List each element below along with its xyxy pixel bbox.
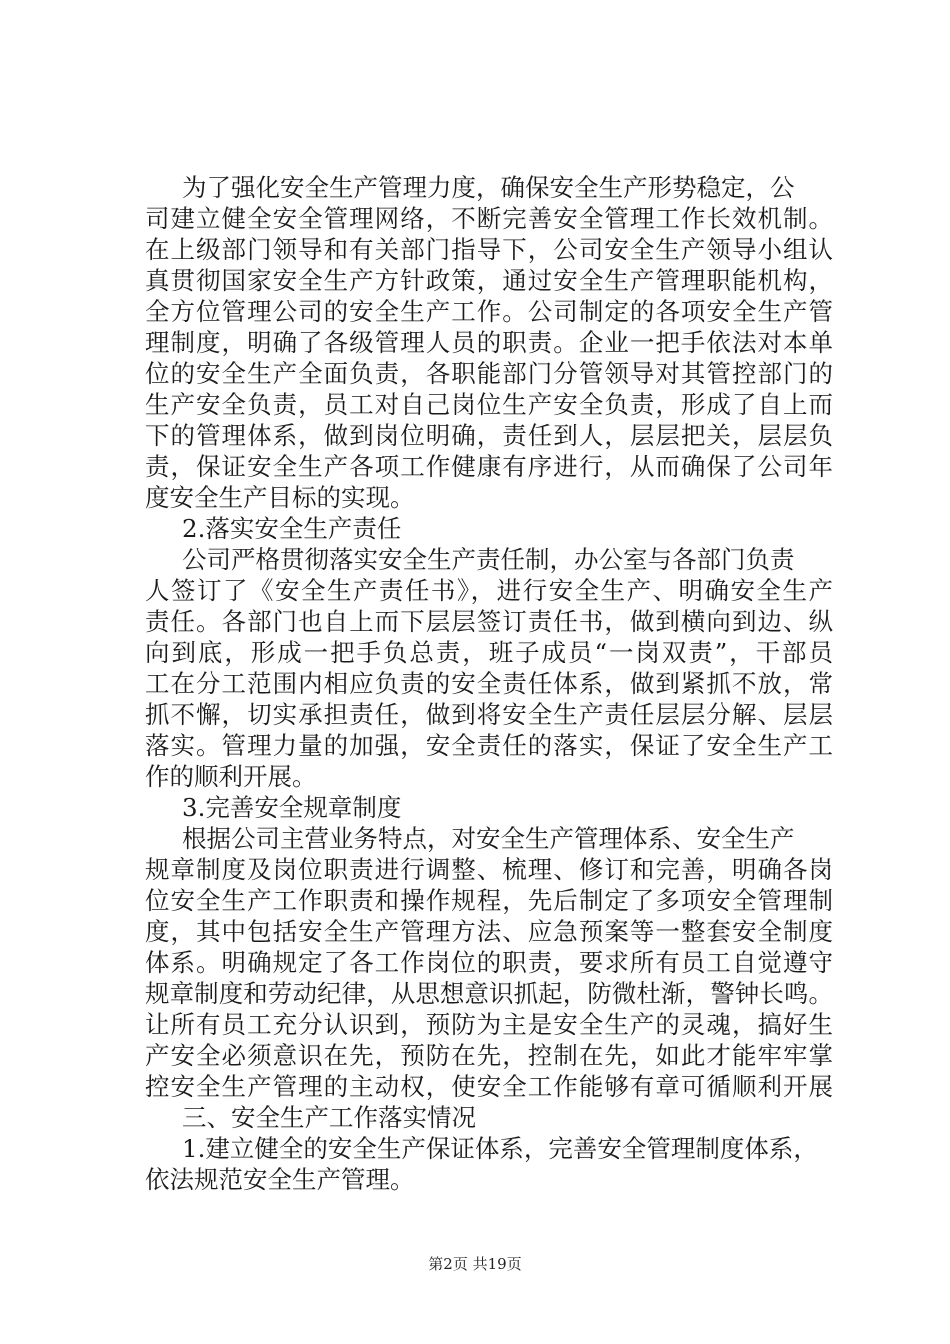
paragraph-line: 控安全生产管理的主动权，使安全工作能够有章可循顺利开展 (145, 1072, 833, 1101)
paragraph-line: 依法规范安全生产管理。 (145, 1165, 415, 1194)
paragraph-line: 让所有员工充分认识到，预防为主是安全生产的灵魂，搞好生 (145, 1010, 833, 1039)
paragraph-line: 规章制度和劳动纪律，从思想意识抓起，防微杜渐，警钟长鸣。 (145, 979, 833, 1008)
paragraph-line: 理制度，明确了各级管理人员的职责。企业一把手依法对本单 (145, 328, 833, 357)
paragraph-line: 人签订了《安全生产责任书》，进行安全生产、明确安全生产 (145, 576, 833, 605)
paragraph-line: 为了强化安全生产管理力度，确保安全生产形势稳定，公 (182, 173, 795, 202)
paragraph-line: 责任。各部门也自上而下层层签订责任书，做到横向到边、纵 (145, 607, 833, 636)
paragraph-line: 司建立健全安全管理网络，不断完善安全管理工作长效机制。 (145, 204, 833, 233)
paragraph-line: 位安全生产工作职责和操作规程，先后制定了多项安全管理制 (145, 886, 833, 915)
paragraph-line: 落实。管理力量的加强，安全责任的落实，保证了安全生产工 (145, 731, 833, 760)
paragraph-line: 生产安全负责，员工对自己岗位生产安全负责，形成了自上而 (145, 390, 833, 419)
paragraph-line: 抓不懈，切实承担责任，做到将安全生产责任层层分解、层层 (145, 700, 833, 729)
paragraph-line: 位的安全生产全面负责，各职能部门分管领导对其管控部门的 (145, 359, 833, 388)
paragraph-line: 向到底，形成一把手负总责，班子成员“一岗双责”，干部员 (145, 638, 833, 667)
paragraph-line: 度，其中包括安全生产管理方法、应急预案等一整套安全制度 (145, 917, 833, 946)
page-number-footer: 第2页 共19页 (428, 1255, 522, 1273)
paragraph-line: 1.建立健全的安全生产保证体系，完善安全管理制度体系， (182, 1134, 818, 1163)
paragraph-line: 产安全必须意识在先，预防在先，控制在先，如此才能牢牢掌 (145, 1041, 833, 1070)
paragraph-line: 公司严格贯彻落实安全生产责任制，办公室与各部门负责 (182, 545, 795, 574)
paragraph-line: 真贯彻国家安全生产方针政策，通过安全生产管理职能机构， (145, 266, 833, 295)
paragraph-line: 下的管理体系，做到岗位明确，责任到人，层层把关，层层负 (145, 421, 833, 450)
section-heading: 2.落实安全生产责任 (182, 514, 402, 543)
paragraph-line: 规章制度及岗位职责进行调整、梳理、修订和完善，明确各岗 (145, 855, 833, 884)
paragraph-line: 体系。明确规定了各工作岗位的职责，要求所有员工自觉遵守 (145, 948, 833, 977)
body-text (145, 172, 845, 1195)
section-heading: 三、安全生产工作落实情况 (182, 1103, 476, 1132)
paragraph-line: 在上级部门领导和有关部门指导下，公司安全生产领导小组认 (145, 235, 833, 264)
paragraph-line: 责，保证安全生产各项工作健康有序进行，从而确保了公司年 (145, 452, 833, 481)
paragraph-line: 根据公司主营业务特点，对安全生产管理体系、安全生产 (182, 824, 795, 853)
paragraph-line: 作的顺利开展。 (145, 762, 317, 791)
paragraph-line: 全方位管理公司的安全生产工作。公司制定的各项安全生产管 (145, 297, 833, 326)
section-heading: 3.完善安全规章制度 (182, 793, 402, 822)
paragraph-line: 度安全生产目标的实现。 (145, 483, 415, 512)
paragraph-line: 工在分工范围内相应负责的安全责任体系，做到紧抓不放，常 (145, 669, 833, 698)
